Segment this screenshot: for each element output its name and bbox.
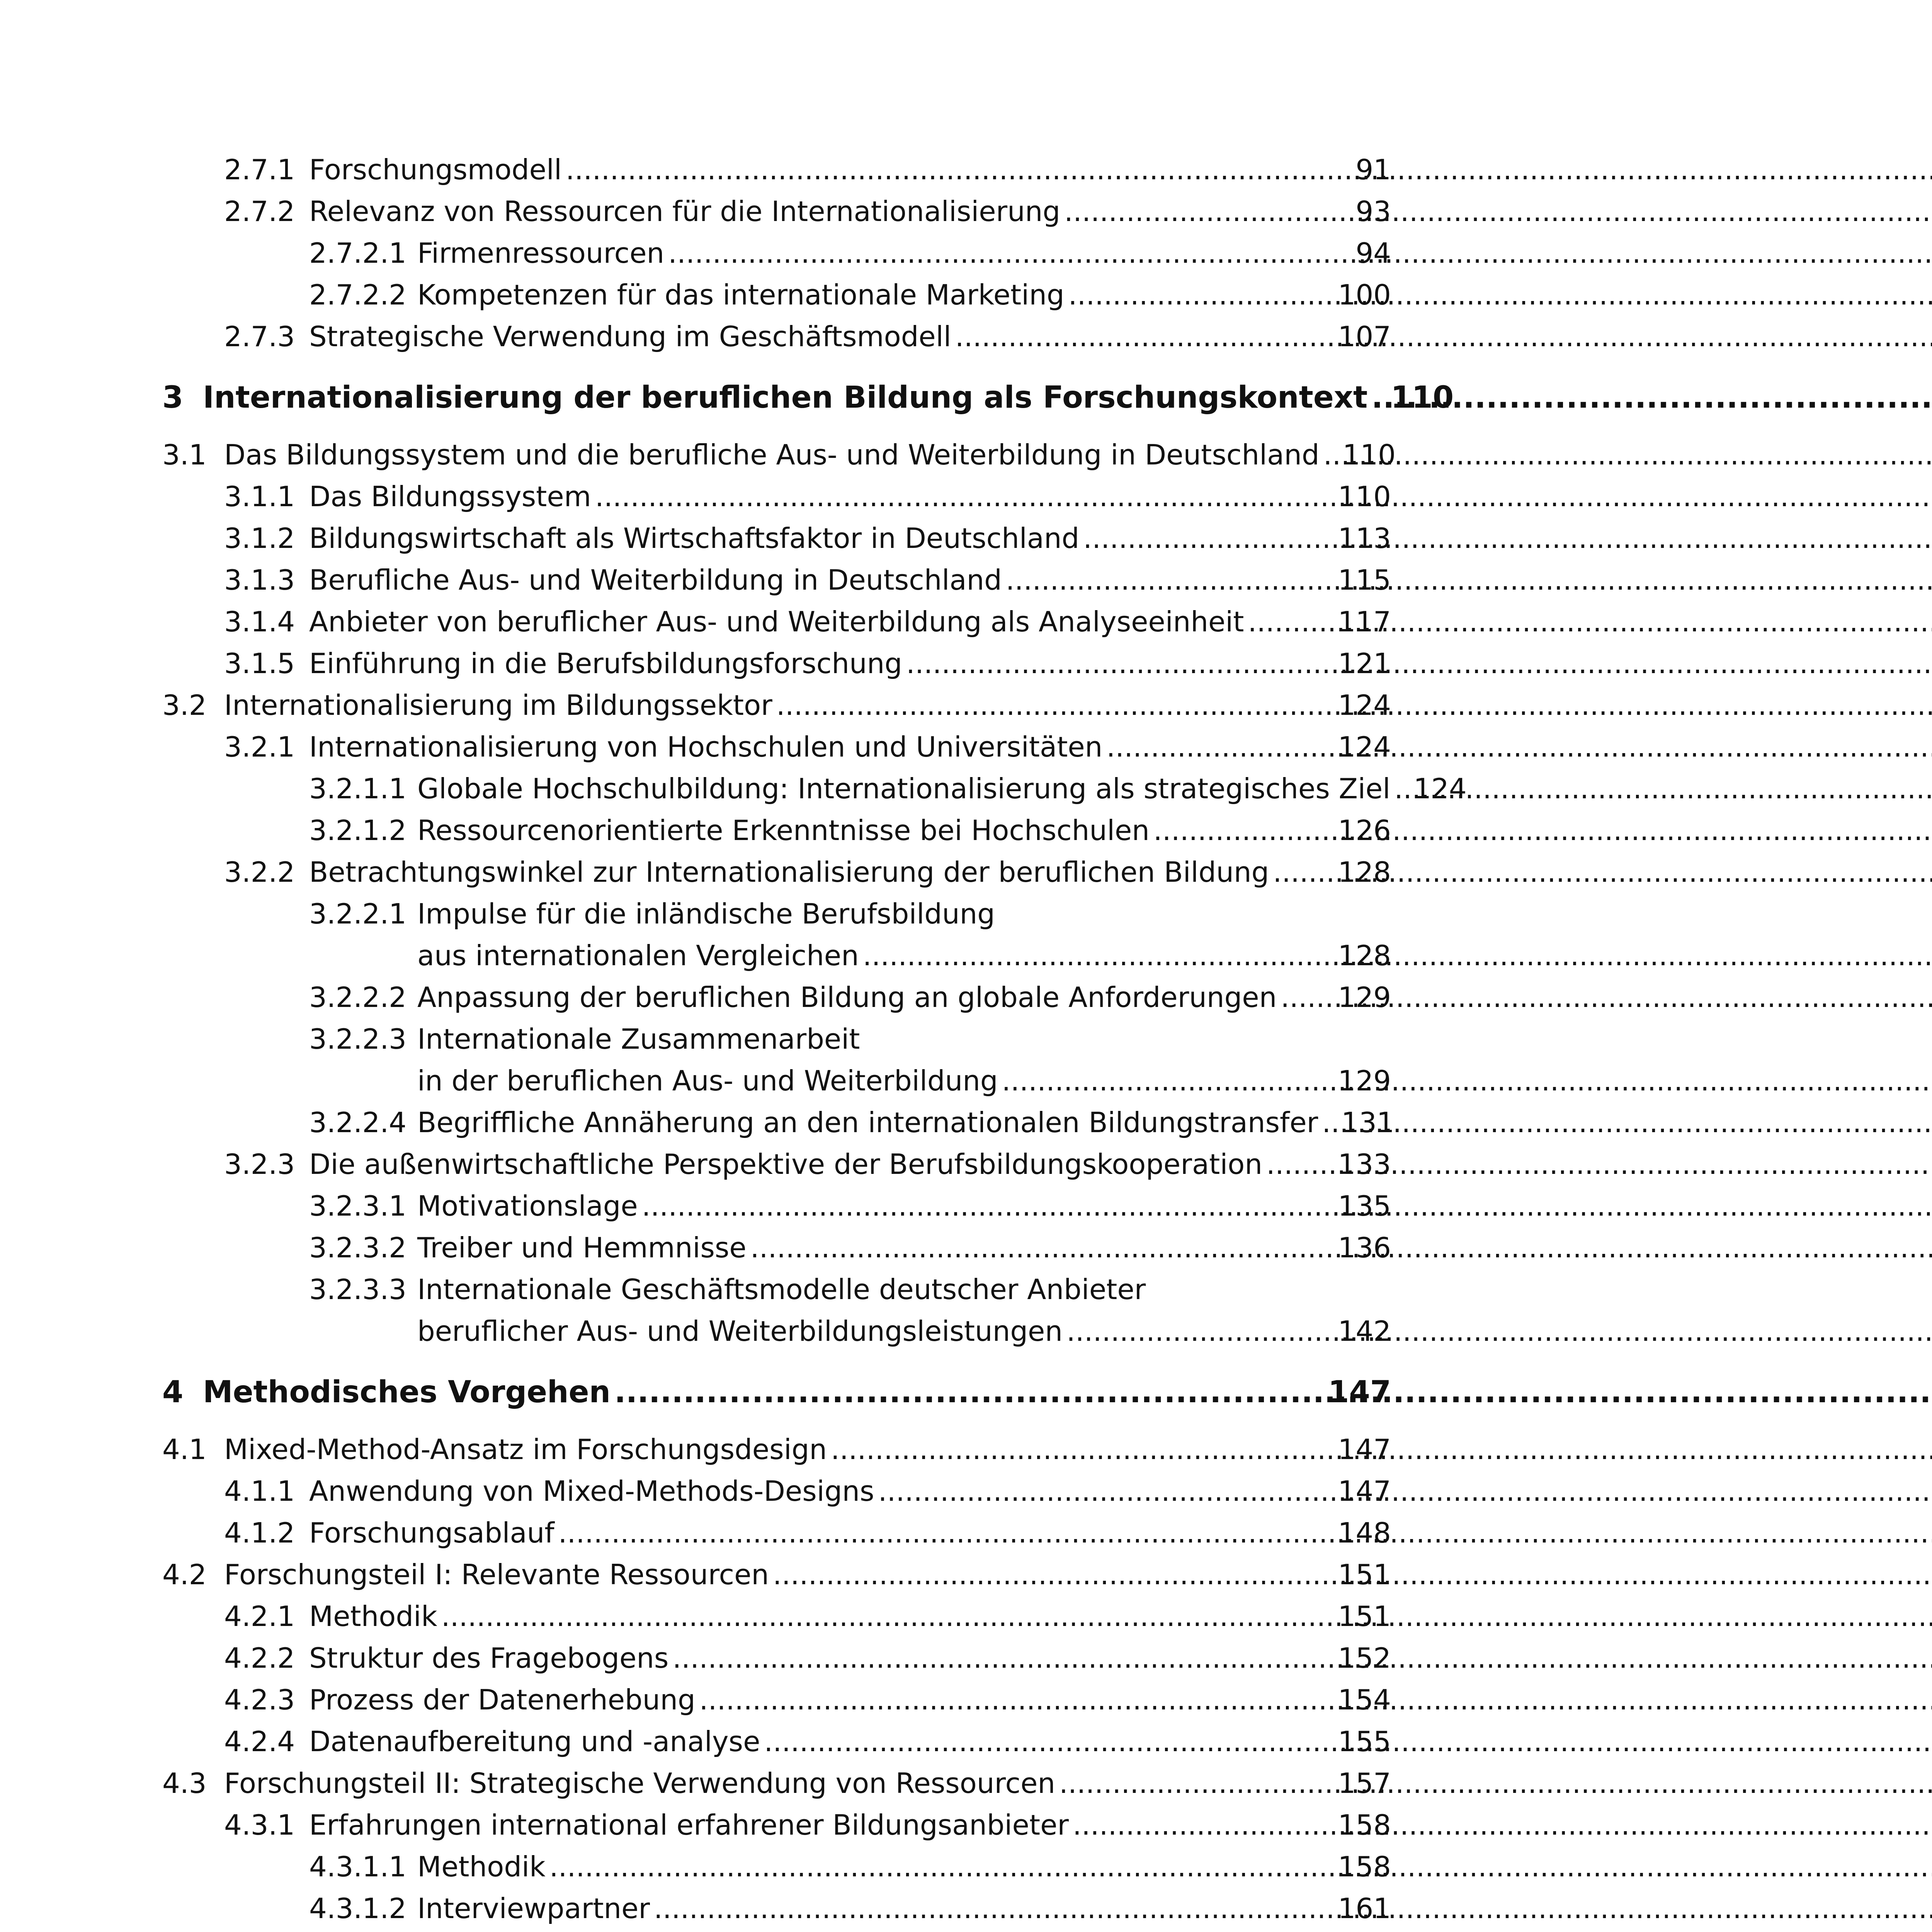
toc-entry[interactable]: [0, 643, 1552, 684]
toc-entry-title: Strategische Verwendung im Geschäftsmodell: [309, 320, 951, 353]
toc-entry-title: Struktur des Fragebogens: [309, 1642, 669, 1674]
toc-entry[interactable]: [0, 601, 1552, 643]
toc-entry-number: 3.1.4: [224, 605, 295, 638]
toc-entry[interactable]: [0, 517, 1552, 559]
toc-chapter[interactable]: [0, 377, 1552, 418]
dot-leader: [654, 1888, 1334, 1929]
toc-page-number: 157: [1338, 1767, 1391, 1799]
dot-leader: [750, 1227, 1334, 1269]
dot-leader: [955, 316, 1334, 357]
toc-entry-number: 3.2.3.3: [309, 1273, 406, 1306]
toc-chapter[interactable]: [0, 1371, 1552, 1413]
dot-leader: [773, 1554, 1334, 1595]
toc-entry-title: Internationale Zusammenarbeit: [417, 1023, 860, 1055]
toc-entry-title: Prozess der Datenerhebung: [309, 1684, 696, 1716]
dot-leader: [1006, 559, 1334, 601]
toc-entry-title: Motivationslage: [417, 1190, 638, 1222]
toc-page-number: 124: [1413, 772, 1467, 805]
toc-entry-number: 3: [162, 380, 184, 415]
toc-entry-number: 4.2.1: [224, 1600, 295, 1633]
toc-page-number: [1338, 1929, 1391, 1932]
toc-entry-title: Das Bildungssystem und die berufliche Aus- und Weiterbildung in Deutschland: [224, 439, 1320, 471]
toc-entry[interactable]: [0, 810, 1552, 851]
toc-entry-title-continued: aus internationalen Vergleichen: [417, 939, 859, 972]
toc-entry-title: Betrachtungswinkel zur Internationalisierung der beruflichen Bildung: [309, 856, 1269, 888]
dot-leader: [614, 1371, 1324, 1413]
toc-entry-title: Datenaufbereitung und -analyse: [309, 1725, 760, 1758]
toc-entry[interactable]: [0, 232, 1552, 274]
toc-entry-title: Mixed-Method-Ansatz im Forschungsdesign: [224, 1433, 827, 1466]
dot-leader: [1266, 1143, 1334, 1185]
dot-leader: [566, 149, 1352, 190]
dot-leader: [668, 232, 1352, 274]
toc-entry-title: Anpassung der beruflichen Bildung an globale Anforderungen: [417, 981, 1277, 1014]
toc-entry-number: [309, 1929, 406, 1932]
dot-leader: [872, 1929, 1334, 1932]
toc-entry-number: 4.3.1.2: [309, 1892, 406, 1925]
toc-entry-title: Internationalisierung von Hochschulen und Universitäten: [309, 731, 1103, 763]
toc-page-number: 151: [1338, 1600, 1391, 1633]
toc-page-number: 93: [1355, 195, 1391, 228]
toc-entry[interactable]: [0, 1512, 1552, 1554]
toc-page-number: 135: [1338, 1190, 1391, 1222]
toc-page-number: 128: [1338, 856, 1391, 888]
toc-entry[interactable]: [0, 149, 1552, 190]
dot-leader: [1281, 976, 1334, 1018]
toc-entry-title: Forschungsteil II: Strategische Verwendung von Ressourcen: [224, 1767, 1055, 1799]
toc-entry[interactable]: [0, 893, 1552, 935]
dot-leader: [1153, 810, 1334, 851]
toc-page-number: 107: [1338, 320, 1391, 353]
toc-entry[interactable]: [0, 726, 1552, 768]
toc-page-number: 147: [1338, 1475, 1391, 1507]
toc-entry-number: 4.1.2: [224, 1517, 295, 1549]
toc-page-number: 151: [1338, 1558, 1391, 1591]
toc-entry-title: Ressourcenorientierte Erkenntnisse bei Hochschulen: [417, 814, 1150, 847]
dot-leader: [672, 1637, 1334, 1679]
dot-leader: [863, 935, 1334, 976]
toc-entry-title: Methodik: [417, 1850, 546, 1883]
toc-entry-title: Internationalisierung im Bildungssektor: [224, 689, 772, 721]
toc-entry-number: 2.7.1: [224, 153, 295, 186]
toc-page-number: 148: [1338, 1517, 1391, 1549]
toc-entry-title: Impulse für die inländische Berufsbildung: [417, 898, 995, 930]
toc-page-number: 129: [1338, 1065, 1391, 1097]
toc-entry[interactable]: [0, 559, 1552, 601]
dot-leader: [1322, 1102, 1337, 1143]
dot-leader: [1002, 1060, 1334, 1102]
toc-entry-number: 3.2.1.2: [309, 814, 406, 847]
toc-entry-continuation[interactable]: [0, 1060, 1552, 1102]
toc-page-number: 142: [1338, 1315, 1391, 1347]
toc-entry-number: 3.1.5: [224, 647, 295, 680]
toc-page-number: 155: [1338, 1725, 1391, 1758]
toc-entry[interactable]: [0, 1595, 1552, 1637]
dot-leader: [831, 1429, 1334, 1470]
toc-page-number: 158: [1338, 1850, 1391, 1883]
toc-page-number: 91: [1355, 153, 1391, 186]
toc-entry[interactable]: [0, 1721, 1552, 1762]
toc-entry[interactable]: [0, 1804, 1552, 1846]
dot-leader: [642, 1185, 1334, 1227]
toc-entry-number: 4.1: [162, 1433, 207, 1466]
toc-entry-number: 3.2: [162, 689, 207, 721]
toc-page-number: 126: [1338, 814, 1391, 847]
toc-entry-number: 3.1.2: [224, 522, 295, 554]
toc-entry-number: 4: [162, 1375, 184, 1410]
toc-entry[interactable]: [0, 1888, 1552, 1929]
toc-entry-title: Begriffliche Annäherung an den internationalen Bildungstransfer: [417, 1106, 1318, 1139]
toc-page-number: 124: [1338, 689, 1391, 721]
toc-entry-number: 3.2.3.2: [309, 1231, 406, 1264]
toc-entry-title: Das Bildungssystem: [309, 480, 591, 513]
toc-entry-title: Berufliche Aus- und Weiterbildung in Deutschland: [309, 564, 1002, 596]
toc-entry[interactable]: [0, 1929, 1552, 1932]
dot-leader: [441, 1595, 1334, 1637]
toc-entry-title: Die außenwirtschaftliche Perspektive der Berufsbildungskooperation: [309, 1148, 1262, 1180]
toc-page-number: 147: [1338, 1433, 1391, 1466]
toc-entry-title: Internationalisierung der beruflichen Bildung als Forschungskontext: [203, 380, 1368, 415]
toc-entry-number: 3.2.2.4: [309, 1106, 406, 1139]
toc-page-number: 161: [1338, 1892, 1391, 1925]
dot-leader: [776, 684, 1334, 726]
toc-entry[interactable]: [0, 976, 1552, 1018]
dot-leader: [1371, 377, 1387, 418]
toc-page-number: 110: [1342, 439, 1396, 471]
toc-page-number: 154: [1338, 1684, 1391, 1716]
dot-leader: [699, 1679, 1334, 1721]
toc-entry[interactable]: [0, 316, 1552, 357]
toc-entry-title-continued: beruflicher Aus- und Weiterbildungsleistungen: [417, 1315, 1063, 1347]
toc-page-number: 110: [1391, 380, 1454, 415]
toc-page-number: 100: [1338, 279, 1391, 311]
toc-entry-number: 3.2.3: [224, 1148, 295, 1180]
toc-entry-number: 4.3.1: [224, 1809, 295, 1841]
toc-entry[interactable]: [0, 1429, 1552, 1470]
toc-page-number: 129: [1338, 981, 1391, 1014]
toc-entry[interactable]: [0, 1637, 1552, 1679]
toc-entry-title: Internationale Geschäftsmodelle deutscher Anbieter: [417, 1273, 1146, 1306]
toc-page-number: 110: [1338, 480, 1391, 513]
toc-entry-title: Globale Hochschulbildung: Internationalisierung als strategisches Ziel: [417, 772, 1391, 805]
dot-leader: [595, 476, 1334, 517]
toc-entry-title: Firmenressourcen: [417, 237, 665, 269]
dot-leader: [1273, 851, 1334, 893]
toc-entry-title: Bildungswirtschaft als Wirtschaftsfaktor in Deutschland: [309, 522, 1080, 554]
toc-entry-number: 4.2.3: [224, 1684, 295, 1716]
toc-entry-number: 3.2.2.3: [309, 1023, 406, 1055]
toc-entry-title: Treiber und Hemmnisse: [417, 1231, 747, 1264]
dot-leader: [549, 1846, 1334, 1888]
toc-page-number: 131: [1341, 1106, 1395, 1139]
toc-entry-title: Kompetenzen für das internationale Marketing: [417, 279, 1065, 311]
toc-entry-number: 4.2.2: [224, 1642, 295, 1674]
toc-page-number: 128: [1338, 939, 1391, 972]
toc-entry[interactable]: [0, 1185, 1552, 1227]
toc-entry-title: Forschungsmodell: [309, 153, 562, 186]
toc-entry[interactable]: [0, 1102, 1552, 1143]
toc-page-number: 136: [1338, 1231, 1391, 1264]
toc-entry[interactable]: [0, 1679, 1552, 1721]
toc-page-number: 94: [1355, 237, 1391, 269]
toc-entry[interactable]: [0, 1143, 1552, 1185]
toc-entry-number: 2.7.2.1: [309, 237, 406, 269]
toc-entry[interactable]: [0, 1554, 1552, 1595]
toc-entry-title: Relevanz von Ressourcen für die Internationalisierung: [309, 195, 1061, 228]
toc-entry[interactable]: [0, 1470, 1552, 1512]
toc-entry-number: 3.2.1: [224, 731, 295, 763]
toc-entry-title: [417, 1929, 868, 1932]
toc-entry-number: 4.3.1.1: [309, 1850, 406, 1883]
dot-leader: [558, 1512, 1334, 1554]
toc-entry-title: Methodik: [309, 1600, 437, 1633]
dot-leader: [1066, 1310, 1334, 1352]
dot-leader: [764, 1721, 1334, 1762]
toc-entry-title: Forschungsablauf: [309, 1517, 554, 1549]
toc-page-number: 117: [1338, 605, 1391, 638]
dot-leader: [1083, 517, 1334, 559]
toc-page-number: 152: [1338, 1642, 1391, 1674]
toc-entry-continuation[interactable]: [0, 1310, 1552, 1352]
dot-leader: [1106, 726, 1334, 768]
toc-entry-number: 3.2.2.2: [309, 981, 406, 1014]
toc-entry-number: 2.7.2: [224, 195, 295, 228]
toc-entry[interactable]: [0, 1762, 1552, 1804]
toc-entry-number: 4.3: [162, 1767, 207, 1799]
toc-entry-number: 3.2.1.1: [309, 772, 406, 805]
toc-entry-number: 3.1.3: [224, 564, 295, 596]
toc-entry-title: Forschungsteil I: Relevante Ressourcen: [224, 1558, 769, 1591]
dot-leader: [878, 1470, 1334, 1512]
toc-entry-number: 3.2.2: [224, 856, 295, 888]
dot-leader: [1073, 1804, 1334, 1846]
dot-leader: [1064, 190, 1352, 232]
dot-leader: [1323, 434, 1339, 476]
toc-page-number: 115: [1338, 564, 1391, 596]
toc-page-number: 124: [1338, 731, 1391, 763]
toc-entry-title: Erfahrungen international erfahrener Bildungsanbieter: [309, 1809, 1069, 1841]
toc-page-number: 121: [1338, 647, 1391, 680]
toc-entry[interactable]: [0, 1269, 1552, 1310]
toc-entry-number: 3.1: [162, 439, 207, 471]
toc-entry[interactable]: [0, 190, 1552, 232]
toc-page-number: 147: [1328, 1375, 1391, 1410]
toc-entry[interactable]: [0, 851, 1552, 893]
toc-entry[interactable]: [0, 1018, 1552, 1060]
toc-entry[interactable]: [0, 1227, 1552, 1269]
toc-entry-title-continued: in der beruflichen Aus- und Weiterbildung: [417, 1065, 998, 1097]
toc-entry-number: 2.7.3: [224, 320, 295, 353]
toc-entry[interactable]: [0, 274, 1552, 316]
toc-entry[interactable]: [0, 684, 1552, 726]
toc-page-number: 133: [1338, 1148, 1391, 1180]
toc-page-number: 158: [1338, 1809, 1391, 1841]
dot-leader: [1068, 274, 1334, 316]
toc-entry[interactable]: [0, 1846, 1552, 1888]
dot-leader: [1394, 768, 1410, 810]
toc-entry[interactable]: [0, 434, 1552, 476]
toc-entry-continuation[interactable]: [0, 935, 1552, 976]
dot-leader: [906, 643, 1334, 684]
toc-entry-number: 3.2.2.1: [309, 898, 406, 930]
toc-entry-title: Anbieter von beruflicher Aus- und Weiterbildung als Analyseeinheit: [309, 605, 1244, 638]
toc-entry-title: Anwendung von Mixed-Methods-Designs: [309, 1475, 874, 1507]
toc-entry-title: Methodisches Vorgehen: [203, 1375, 611, 1410]
toc-entry-number: 4.2.4: [224, 1725, 295, 1758]
toc-page-number: 113: [1338, 522, 1391, 554]
toc-entry-number: 4.2: [162, 1558, 207, 1591]
toc-entry-number: 3.2.3.1: [309, 1190, 406, 1222]
dot-leader: [1059, 1762, 1334, 1804]
toc-entry-number: 2.7.2.2: [309, 279, 406, 311]
toc-entry-title: Einführung in die Berufsbildungsforschung: [309, 647, 902, 680]
toc-entry-number: 4.1.1: [224, 1475, 295, 1507]
toc-entry-number: 3.1.1: [224, 480, 295, 513]
toc-entry[interactable]: [0, 768, 1552, 810]
toc-entry-title: Interviewpartner: [417, 1892, 650, 1925]
dot-leader: [1248, 601, 1334, 643]
toc-entry[interactable]: [0, 476, 1552, 517]
